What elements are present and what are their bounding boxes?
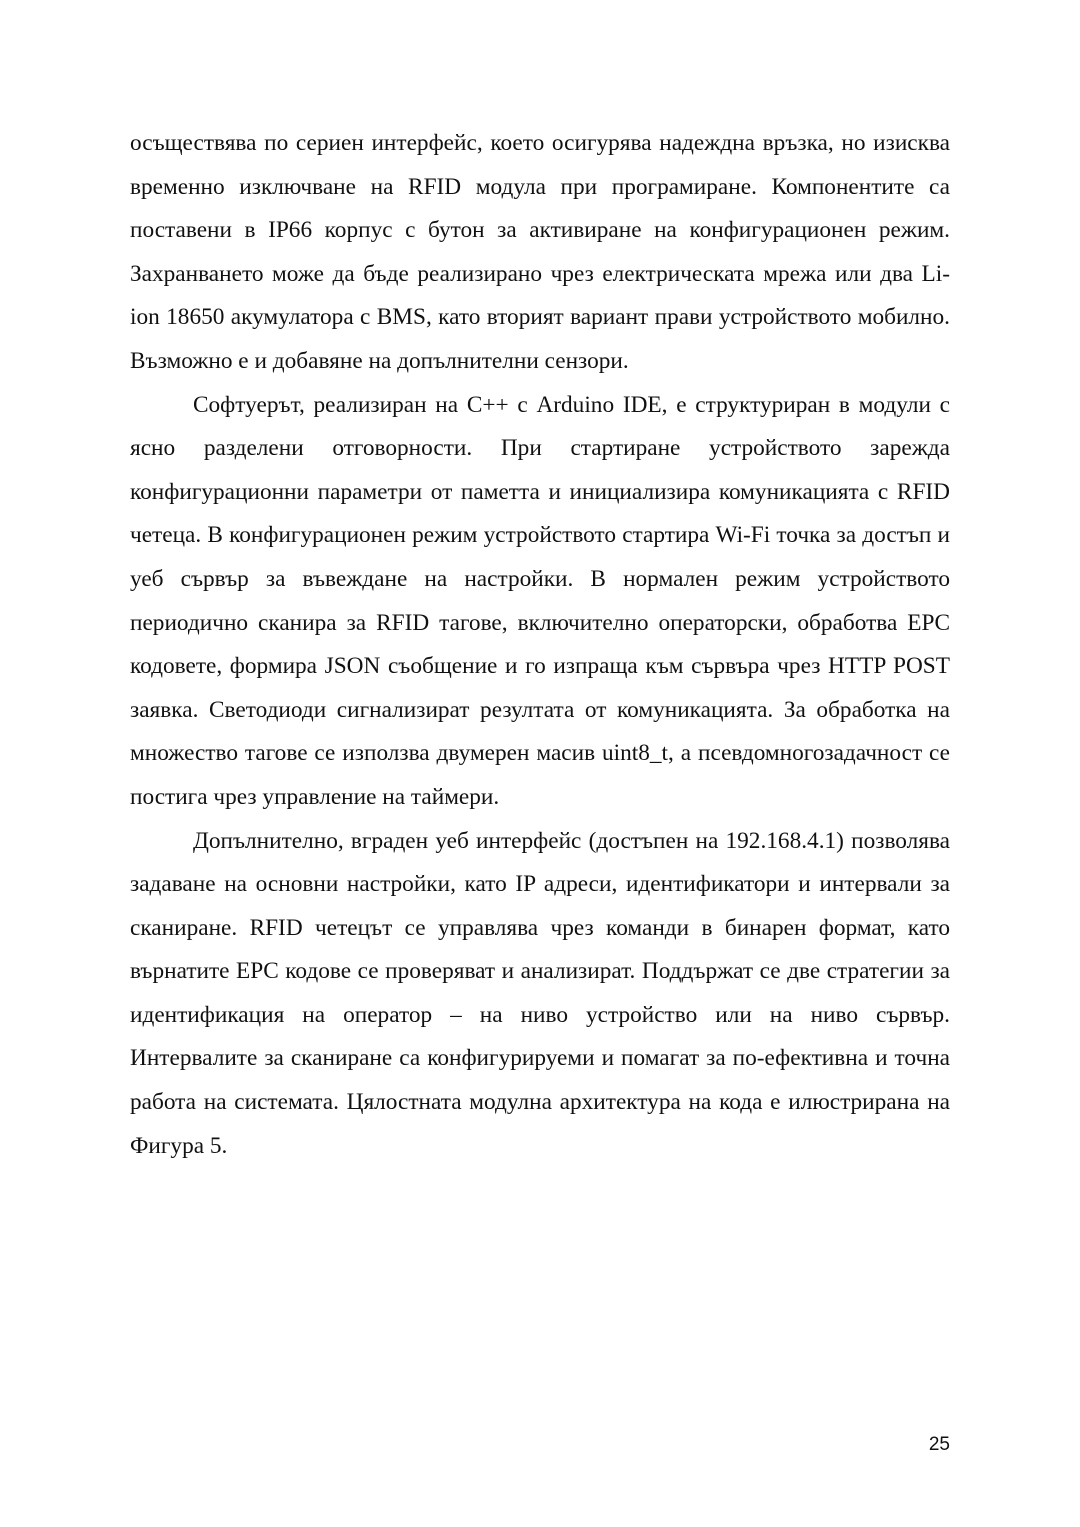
- body-text: [130, 122, 950, 1168]
- paragraph-web-interface: Допълнително, вграден уеб интерфейс (достъпен на 192.168.4.1) позволява задаване на основни настройки, като IP адреси, идентификатори и интервали за сканиране. RFID четецът се управлява чрез команди в бинарен формат, като върнатите EPC кодове се проверяват и анализират. Поддържат се две стратегии за идентификация на оператор – на ниво устройство или на ниво сървър. Интервалите за сканиране са конфигурируеми и помагат за по-ефективна и точна работа на системата. Цялостната модулна архитектура на кода е илюстрирана на Фигура 5.: [130, 827, 950, 1159]
- paragraph-software: Софтуерът, реализиран на C++ с Arduino IDE, е структуриран в модули с ясно разделени отговорности. При стартиране устройството зарежда конфигурационни параметри от паметта и инициализира комуникацията с RFID четеца. В конфигурационен режим устройството стартира Wi-Fi точка за достъп и уеб сървър за въвеждане на настройки. В нормален режим устройството периодично сканира за RFID тагове, включително операторски, обработва EPC кодовете, формира JSON съобщение и го изпраща към сървъра чрез HTTP POST заявка. Светодиоди сигнализират резултата от комуникацията. За обработка на множество тагове се използва двумерен масив uint8_t, а псевдомногозадачност се постига чрез управление на таймери.: [130, 391, 950, 810]
- page-number: 25: [928, 1434, 950, 1455]
- paragraph-continuation: осъществява по сериен интерфейс, което осигурява надеждна връзка, но изисква временно изключване на RFID модула при програмиране. Компонентите са поставени в IP66 корпус с бутон за активиране на конфигурационен режим. Захранването може да бъде реализирано чрез електрическата мрежа или два Li-ion 18650 акумулатора с BMS, като вторият вариант прави устройството мобилно. Възможно е и добавяне на допълнителни сензори.: [130, 130, 950, 374]
